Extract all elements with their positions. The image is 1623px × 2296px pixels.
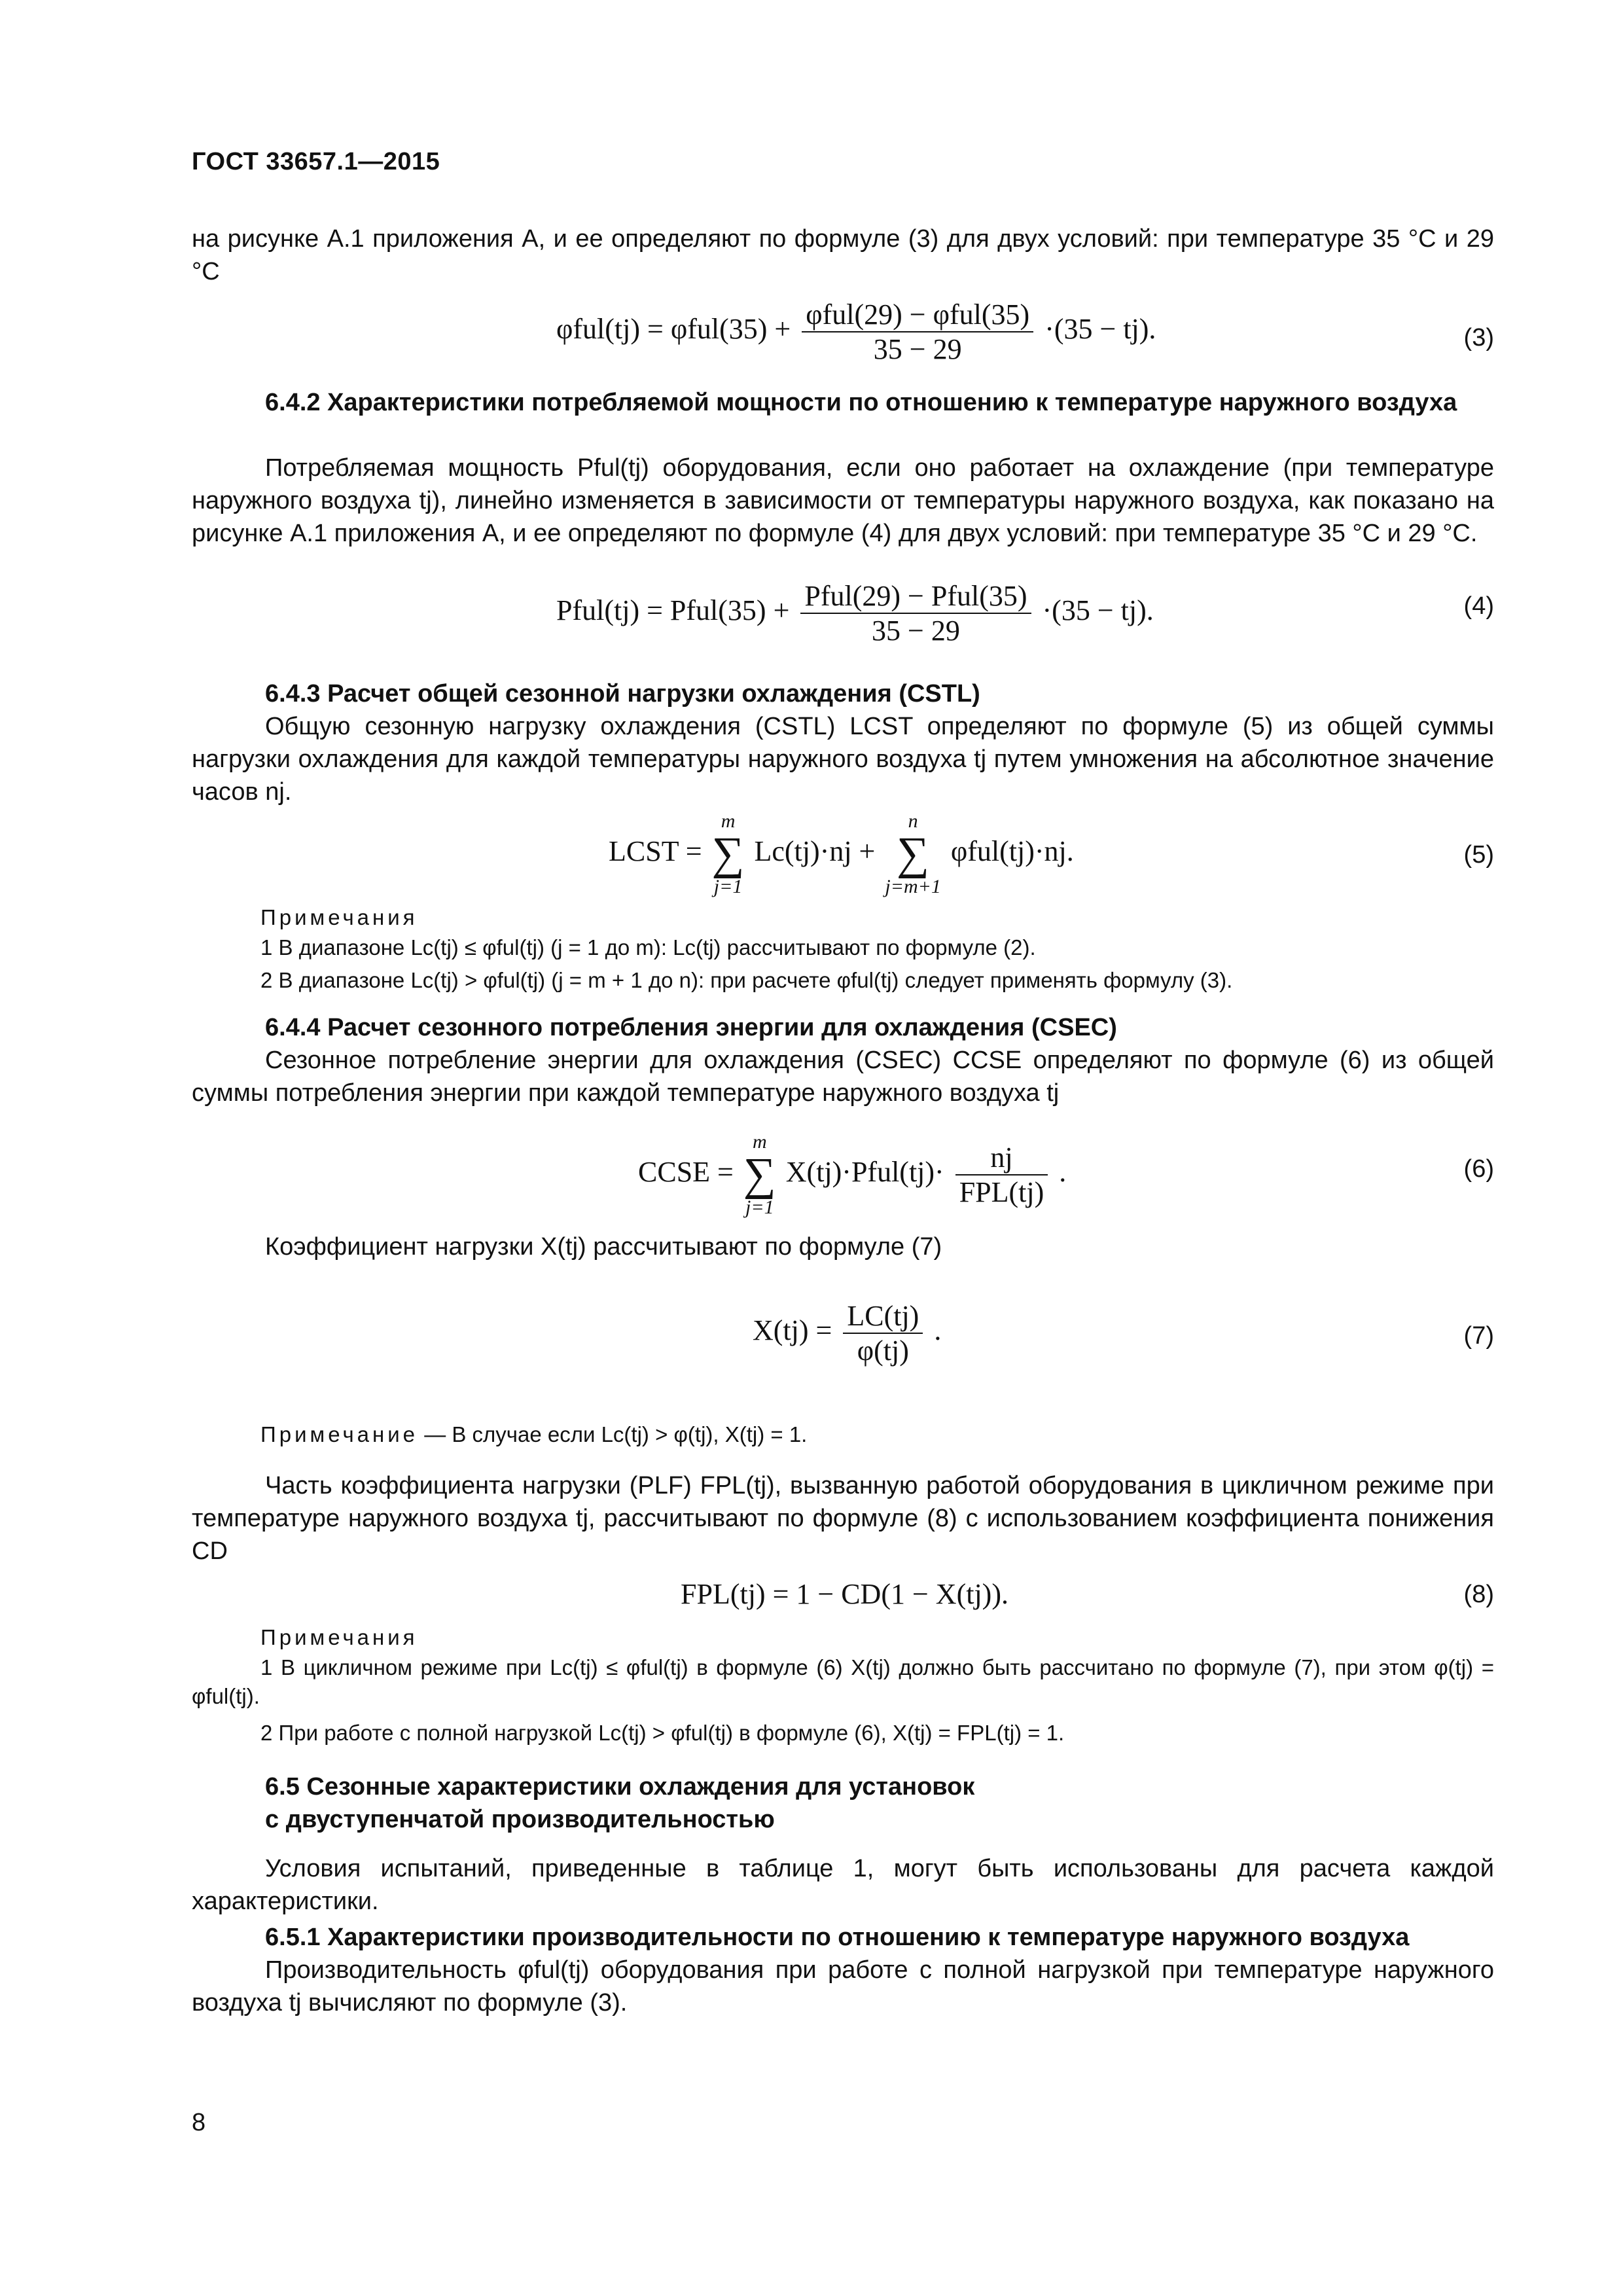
sigma-icon: ∑ xyxy=(897,829,930,879)
sigma-icon: ∑ xyxy=(743,1149,776,1200)
note-2-title: Примечание xyxy=(260,1422,419,1446)
formula-3 xyxy=(556,298,1156,366)
formula-5-sum-2-bottom: j=m+1 xyxy=(885,876,941,897)
section-6-5-1-text: Производительность φful(tj) оборудования при работе с полной нагрузкой при температуре наружного воздуха tj вычисляют по формуле (3). xyxy=(192,1956,1494,2017)
formula-4-denominator: 35 − 29 xyxy=(872,615,960,647)
notes-1-title: Примечания xyxy=(260,905,418,929)
intro-paragraph: на рисунке А.1 приложения А, и ее определяют по формуле (3) для двух условий: при температуре 35 °С и 29 °С xyxy=(192,225,1494,285)
formula-7-fraction xyxy=(843,1299,923,1367)
formula-4-lhs: Pful(tj) = Pful(35) + xyxy=(556,594,790,627)
sigma-icon: ∑ xyxy=(711,829,745,879)
notes-1-item-1: 1 В диапазоне Lc(tj) ≤ φful(tj) (j = 1 до m): Lc(tj) рассчитывают по формуле (2). xyxy=(260,935,1036,960)
formula-5-sum-2 xyxy=(885,812,941,897)
formula-6-sum-top: m xyxy=(752,1131,767,1153)
section-6-5-text: Условия испытаний, приведенные в таблице 1, могут быть использованы для расчета каждой характеристики. xyxy=(192,1855,1494,1915)
formula-6-term: X(tj)·Pful(tj)· xyxy=(785,1156,944,1189)
formula-7 xyxy=(753,1299,941,1367)
formula-5-sum-1 xyxy=(712,812,745,897)
formula-5-sum-1-top: m xyxy=(721,810,736,832)
formula-5 xyxy=(609,812,1074,897)
formula-6-sum xyxy=(743,1132,776,1217)
formula-6-fraction xyxy=(955,1141,1048,1209)
formula-5-term-2: φful(tj)·nj. xyxy=(950,835,1074,868)
formula-6-denominator: FPL(tj) xyxy=(959,1176,1044,1208)
section-6-4-4-heading: 6.4.4 Расчет сезонного потребления энергии для охлаждения (CSEC) xyxy=(265,1014,1117,1041)
formula-7-end: . xyxy=(934,1314,942,1347)
formula-5-term-1: Lc(tj)·nj + xyxy=(754,835,876,868)
section-6-4-3-heading: 6.4.3 Расчет общей сезонной нагрузки охлаждения (CSTL) xyxy=(265,680,980,708)
formula-5-sum-2-top: n xyxy=(908,810,918,832)
formula-6-end: . xyxy=(1059,1156,1067,1189)
formula-4-rhs: ·(35 − tj). xyxy=(1042,594,1154,627)
notes-3-item-2: 2 При работе с полной нагрузкой Lc(tj) > φful(tj) в формуле (6), X(tj) = FPL(tj) = 1. xyxy=(260,1721,1065,1745)
formula-6-sum-bottom: j=1 xyxy=(745,1196,774,1218)
notes-1-item-2: 2 В диапазоне Lc(tj) > φful(tj) (j = m + 1 до n): при расчете φful(tj) следует применять формулу (3). xyxy=(260,968,1233,992)
load-coefficient-paragraph: Коэффициент нагрузки X(tj) рассчитывают по формуле (7) xyxy=(265,1233,942,1261)
formula-3-fraction xyxy=(802,298,1033,366)
formula-5-lhs: LCST = xyxy=(609,835,702,868)
formula-4-numerator: Pful(29) − Pful(35) xyxy=(800,579,1031,614)
formula-6 xyxy=(638,1132,1066,1217)
section-6-5-1-heading: 6.5.1 Характеристики производительности по отношению к температуре наружного воздуха xyxy=(265,1924,1410,1951)
formula-8-label: (8) xyxy=(1463,1581,1494,1608)
formula-5-label: (5) xyxy=(1463,841,1494,869)
formula-4 xyxy=(556,579,1154,647)
formula-6-numerator: nj xyxy=(955,1141,1048,1175)
formula-4-fraction xyxy=(800,579,1031,647)
formula-7-label: (7) xyxy=(1463,1322,1494,1350)
formula-3-rhs: ·(35 − tj). xyxy=(1044,313,1156,346)
page-number: 8 xyxy=(192,2109,206,2136)
formula-6-lhs: CCSE = xyxy=(638,1156,734,1189)
section-6-4-2-text: Потребляемая мощность Pful(tj) оборудования, если оно работает на охлаждение (при температуре наружного воздуха tj), линейно изменяется в зависимости от температуры наружного воздуха, как показано на рисунке А.1 приложения А, и ее определяют по формуле (4) для двух условий: при температуре 35 °С и 29 °С. xyxy=(192,454,1494,547)
section-6-4-3-text: Общую сезонную нагрузку охлаждения (CSTL) LCST определяют по формуле (5) из общей суммы нагрузки охлаждения для каждой температуры наружного воздуха tj путем умножения на абсолютное значение часов nj. xyxy=(192,713,1494,806)
formula-6-label: (6) xyxy=(1463,1155,1494,1183)
formula-3-lhs: φful(tj) = φful(35) + xyxy=(556,313,791,346)
notes-3-item-1: 1 В цикличном режиме при Lc(tj) ≤ φful(tj) в формуле (6) X(tj) должно быть рассчитано по формуле (7), при этом φ(tj) = φful(tj). xyxy=(192,1655,1494,1708)
section-6-5-heading-line-2: с двуступенчатой производительностью xyxy=(265,1806,775,1833)
section-6-4-2-heading: 6.4.2 Характеристики потребляемой мощности по отношению к температуре наружного воздуха xyxy=(265,389,1457,416)
formula-7-lhs: X(tj) = xyxy=(753,1314,832,1347)
formula-7-denominator: φ(tj) xyxy=(857,1335,909,1367)
plf-paragraph: Часть коэффициента нагрузки (PLF) FPL(tj), вызванную работой оборудования в цикличном режиме при температуре наружного воздуха tj, рассчитывают по формуле (8) с использованием коэффициента понижения CD xyxy=(192,1472,1494,1565)
formula-7-numerator: LC(tj) xyxy=(843,1299,923,1334)
note-2 xyxy=(260,1420,1494,1449)
notes-3-title: Примечания xyxy=(260,1625,418,1649)
formula-3-numerator: φful(29) − φful(35) xyxy=(802,298,1033,332)
formula-4-label: (4) xyxy=(1463,592,1494,620)
section-6-5-heading-line-1: 6.5 Сезонные характеристики охлаждения для установок xyxy=(265,1773,975,1801)
formula-5-sum-1-bottom: j=1 xyxy=(713,876,743,897)
section-6-4-4-text: Сезонное потребление энергии для охлаждения (CSEC) CCSE определяют по формуле (6) из общей суммы потребления энергии при каждой температуре наружного воздуха tj xyxy=(192,1047,1494,1107)
document-header: ГОСТ 33657.1—2015 xyxy=(192,148,440,175)
formula-3-denominator: 35 − 29 xyxy=(873,333,962,365)
formula-3-label: (3) xyxy=(1463,324,1494,351)
formula-8: FPL(tj) = 1 − CD(1 − X(tj)). xyxy=(681,1578,1008,1610)
note-2-text: — В случае если Lc(tj) > φ(tj), X(tj) = 1. xyxy=(424,1422,808,1446)
